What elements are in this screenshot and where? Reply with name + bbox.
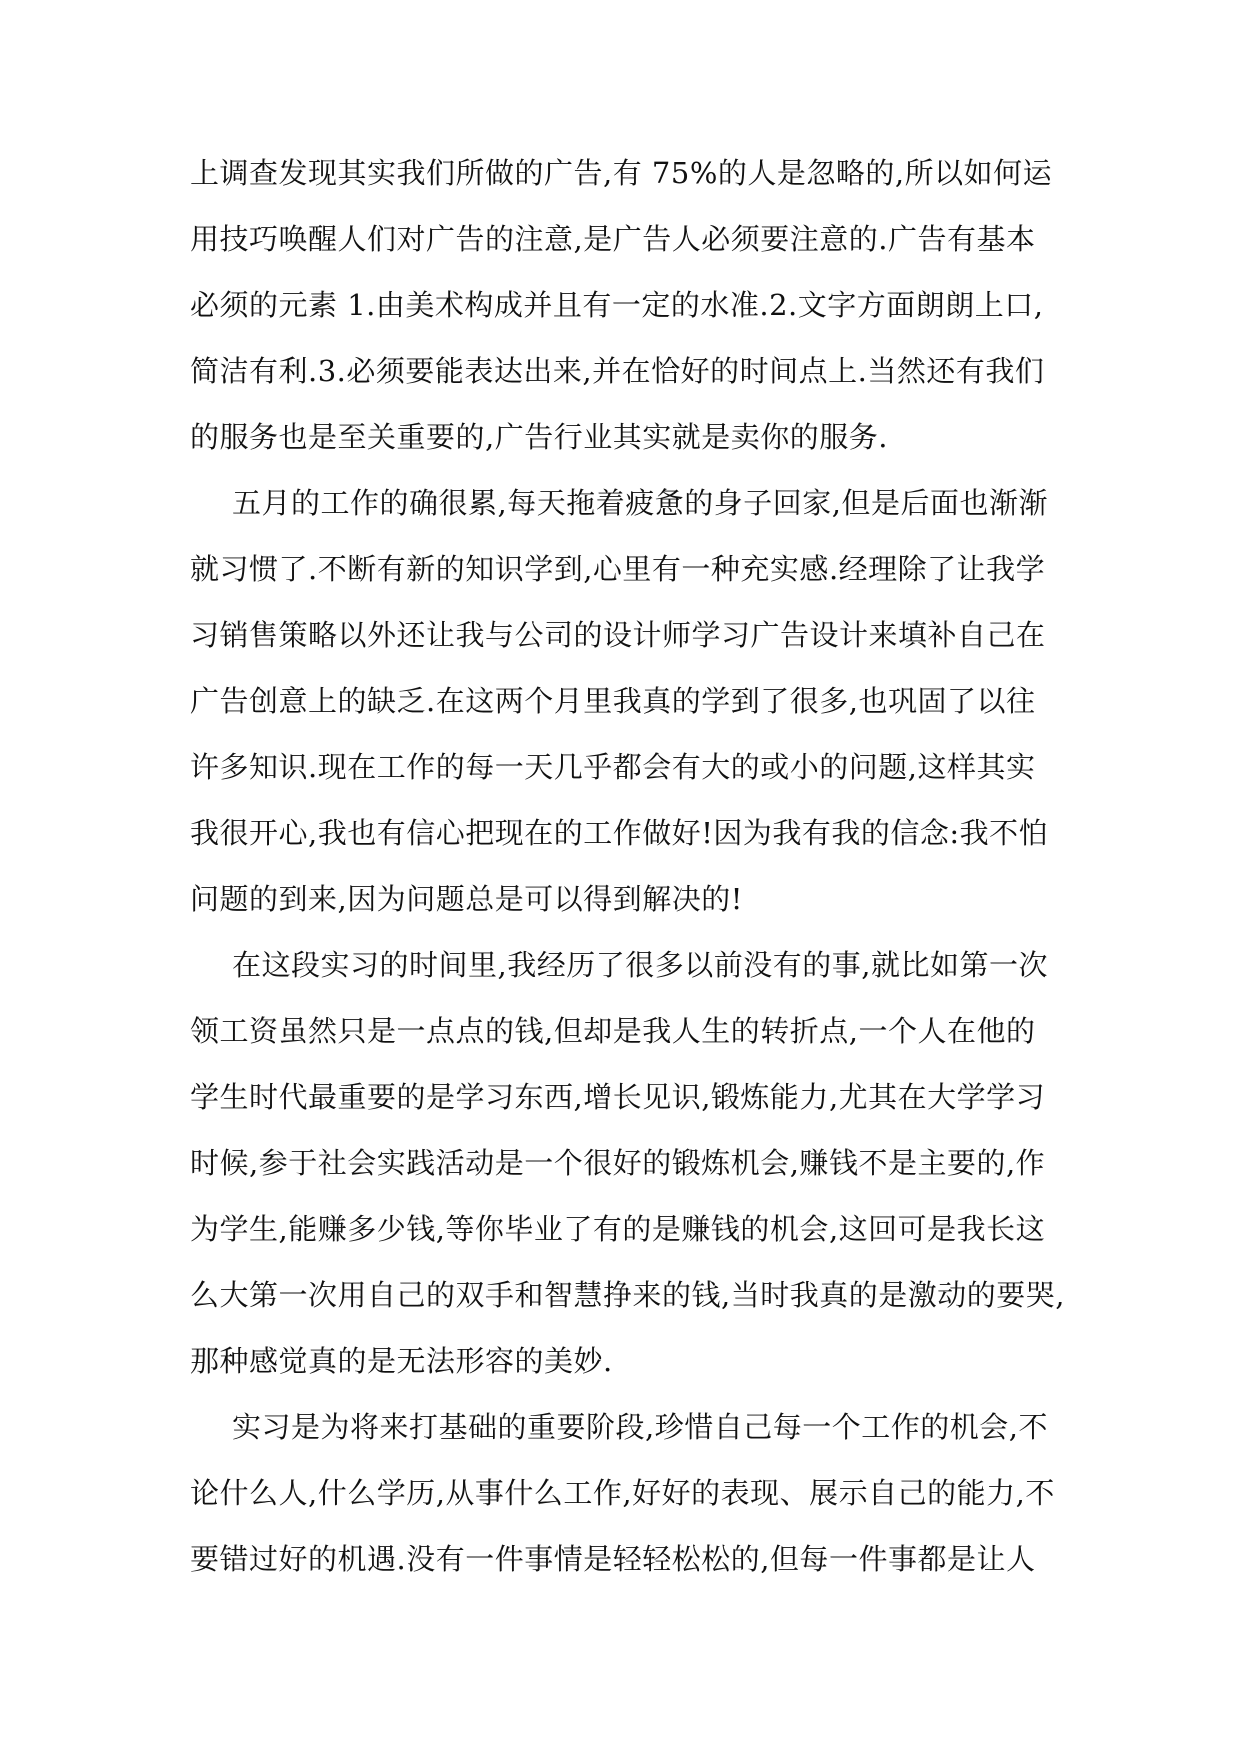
text-line: 学生时代最重要的是学习东西,增长见识,锻炼能力,尤其在大学学习 [190, 1080, 1046, 1114]
text-line: 必须的元素 1.由美术构成并且有一定的水准.2.文字方面朗朗上口, [190, 288, 1044, 322]
paragraph-4 [190, 1394, 1060, 1592]
text-line: 实习是为将来打基础的重要阶段,珍惜自己每一个工作的机会,不 [232, 1410, 1048, 1444]
paragraph-3 [190, 932, 1065, 1394]
text-line: 许多知识.现在工作的每一天几乎都会有大的或小的问题,这样其实 [190, 750, 1036, 784]
text-line: 为学生,能赚多少钱,等你毕业了有的是赚钱的机会,这回可是我长这 [190, 1212, 1046, 1246]
document-page [190, 140, 1065, 1592]
text-line: 要错过好的机遇.没有一件事情是轻轻松松的,但每一件事都是让人 [190, 1542, 1036, 1576]
text-line: 广告创意上的缺乏.在这两个月里我真的学到了很多,也巩固了以往 [190, 684, 1036, 718]
text-line: 论什么人,什么学历,从事什么工作,好好的表现、展示自己的能力,不 [190, 1476, 1055, 1510]
text-line: 简洁有利.3.必须要能表达出来,并在恰好的时间点上.当然还有我们 [190, 354, 1045, 388]
text-line: 上调查发现其实我们所做的广告,有 75%的人是忽略的,所以如何运 [190, 156, 1053, 190]
paragraph-1 [190, 140, 1060, 470]
text-line: 么大第一次用自己的双手和智慧挣来的钱,当时我真的是激动的要哭, [190, 1278, 1065, 1312]
paragraph-2 [190, 470, 1060, 932]
text-line: 习销售策略以外还让我与公司的设计师学习广告设计来填补自己在 [190, 618, 1046, 652]
text-line: 问题的到来,因为问题总是可以得到解决的! [190, 882, 743, 916]
text-line: 领工资虽然只是一点点的钱,但却是我人生的转折点,一个人在他的 [190, 1014, 1036, 1048]
text-line: 那种感觉真的是无法形容的美妙. [190, 1344, 613, 1378]
text-line: 就习惯了.不断有新的知识学到,心里有一种充实感.经理除了让我学 [190, 552, 1046, 586]
text-line: 时候,参于社会实践活动是一个很好的锻炼机会,赚钱不是主要的,作 [190, 1146, 1046, 1180]
text-line: 我很开心,我也有信心把现在的工作做好!因为我有我的信念:我不怕 [190, 816, 1049, 850]
text-line: 五月的工作的确很累,每天拖着疲惫的身子回家,但是后面也渐渐 [232, 486, 1048, 520]
text-line: 的服务也是至关重要的,广告行业其实就是卖你的服务. [190, 420, 888, 454]
text-line: 用技巧唤醒人们对广告的注意,是广告人必须要注意的.广告有基本 [190, 222, 1036, 256]
text-line: 在这段实习的时间里,我经历了很多以前没有的事,就比如第一次 [232, 948, 1048, 982]
